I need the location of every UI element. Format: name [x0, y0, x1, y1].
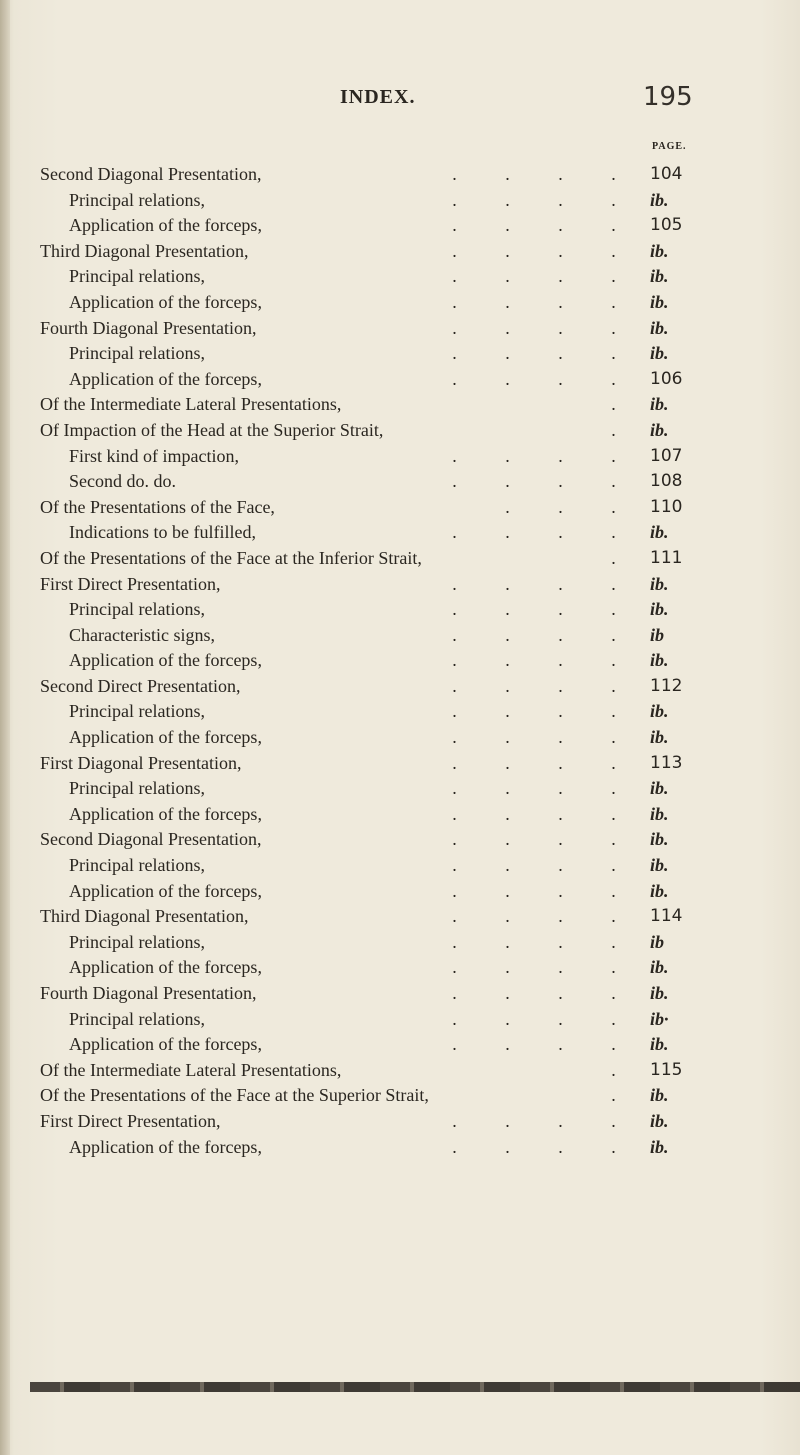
index-entry-page: ib. [650, 189, 669, 210]
leader-dots: . . . . [452, 650, 616, 671]
leader-dots: . . . . [452, 1110, 616, 1131]
index-entry-page: ib. [650, 599, 669, 620]
index-entry-text: Third Diagonal Presentation, [40, 240, 249, 261]
index-entry-page: 104 [650, 164, 683, 184]
index-entry-page: ib. [650, 1110, 669, 1131]
index-entry-page: ib. [650, 727, 669, 748]
leader-dots: . . . . [452, 471, 616, 492]
leader-dots: . . . [505, 496, 616, 517]
index-entry-page: ib. [650, 855, 669, 876]
index-entry-page: 108 [650, 471, 683, 492]
index-entry [0, 955, 800, 981]
index-entry-page: 112 [650, 675, 683, 696]
index-entry [0, 469, 800, 495]
index-entry-text: Principal relations, [69, 701, 205, 722]
leader-dots: . . . . [452, 266, 616, 287]
index-entry-text: Principal relations, [69, 931, 205, 952]
index-entry-page: ib. [650, 291, 669, 312]
index-entry-page: 114 [650, 906, 683, 927]
index-entry-text: Application of the forceps, [69, 957, 262, 978]
leader-dots: . . . . [452, 599, 616, 620]
index-entry [0, 623, 800, 649]
index-entry [0, 546, 800, 572]
index-entry [0, 1007, 800, 1033]
index-entry-text: Application of the forceps, [69, 727, 262, 748]
index-entry [0, 444, 800, 470]
index-entry [0, 213, 800, 239]
index-entry [0, 751, 800, 777]
leader-dots: . . . . [452, 752, 616, 773]
index-entry-text: Second Diagonal Presentation, [40, 829, 262, 850]
index-entry-page: ib. [650, 1085, 669, 1106]
index-entry-page: ib. [650, 343, 669, 364]
index-entry-page: 113 [650, 752, 683, 773]
index-entry-page: ib. [650, 701, 669, 722]
index-entry-text: Fourth Diagonal Presentation, [40, 983, 257, 1003]
index-entry-page: ib. [650, 983, 669, 1003]
index-entry-text: Second Diagonal Presentation, [40, 164, 262, 184]
index-entry-page: ib. [650, 266, 669, 287]
leader-dots: . . . . [452, 317, 616, 338]
leader-dots: . . . . [452, 675, 616, 696]
index-entry-text: Application of the forceps, [69, 1136, 262, 1157]
index-entry-text: Second Direct Presentation, [40, 675, 241, 696]
index-entry-page: ib. [650, 650, 669, 671]
index-entry-text: Principal relations, [69, 343, 205, 364]
index-entry [0, 674, 800, 700]
bottom-edge-rule [30, 1382, 800, 1392]
leader-dots: . [611, 547, 616, 568]
index-entry-page: ib. [650, 829, 669, 850]
leader-dots: . . . . [452, 1034, 616, 1055]
index-entry-page: 105 [650, 215, 683, 236]
index-entry-text: Of the Presentations of the Face, [40, 496, 275, 517]
index-entry-text: Application of the forceps, [69, 1034, 262, 1055]
index-entry-page: ib. [650, 880, 669, 901]
index-entry-text: Application of the forceps, [69, 650, 262, 671]
index-entry [0, 827, 800, 853]
index-entry [0, 802, 800, 828]
index-entry [0, 418, 800, 444]
index-entry-text: Application of the forceps, [69, 291, 262, 312]
index-entry-page: ib [650, 931, 665, 952]
index-entry [0, 316, 800, 342]
index-entry-text: Third Diagonal Presentation, [40, 906, 249, 927]
index-entry [0, 1083, 800, 1109]
index-entry-text: Of the Presentations of the Face at the Superior Strait, [40, 1085, 429, 1106]
leader-dots: . . . . [452, 906, 616, 927]
index-entry-page: ib. [650, 240, 669, 261]
index-entry-text: Principal relations, [69, 1008, 205, 1029]
leader-dots: . . . . [452, 1136, 616, 1157]
page-number: 195 [643, 82, 693, 112]
index-entry-text: Of the Intermediate Lateral Presentations, [40, 394, 342, 415]
leader-dots: . . . . [452, 803, 616, 824]
index-entry-page: ib. [650, 1136, 669, 1157]
index-entry-page: ib. [650, 394, 669, 415]
leader-dots: . . . . [452, 931, 616, 952]
index-entry [0, 188, 800, 214]
index-entry [0, 725, 800, 751]
index-entry-page: 106 [650, 368, 683, 389]
leader-dots: . . . . [452, 727, 616, 748]
leader-dots: . . . . [452, 368, 616, 389]
index-entry-text: Application of the forceps, [69, 215, 262, 236]
index-entry [0, 904, 800, 930]
index-entry [0, 776, 800, 802]
index-entry-text: Application of the forceps, [69, 880, 262, 901]
index-entry-text: Characteristic signs, [69, 624, 215, 645]
leader-dots: . . . . [452, 189, 616, 210]
index-entry [0, 392, 800, 418]
leader-dots: . . . . [452, 164, 616, 184]
index-entry [0, 367, 800, 393]
index-entry-text: Of the Intermediate Lateral Presentations, [40, 1059, 342, 1080]
index-entry-page: ib [650, 624, 665, 645]
index-entry [0, 290, 800, 316]
index-entry-page: 111 [650, 547, 683, 568]
leader-dots: . [611, 419, 616, 440]
index-entry [0, 1135, 800, 1161]
leader-dots: . . . . [452, 829, 616, 850]
leader-dots: . . . . [452, 778, 616, 799]
leader-dots: . . . . [452, 445, 616, 466]
index-entry-text: Of Impaction of the Head at the Superior Strait, [40, 419, 384, 440]
index-entry [0, 1109, 800, 1135]
index-entry [0, 572, 800, 598]
leader-dots: . . . . [452, 240, 616, 261]
index-entry-page: ib. [650, 1034, 669, 1055]
index-entry-page: 115 [650, 1059, 683, 1080]
page-column-heading: PAGE. [652, 141, 687, 152]
running-title: INDEX. [340, 86, 416, 108]
index-entry [0, 341, 800, 367]
index-entry [0, 495, 800, 521]
index-entry-page: ib. [650, 522, 669, 543]
index-entry-text: First Direct Presentation, [40, 1110, 221, 1131]
leader-dots: . . . . [452, 983, 616, 1003]
leader-dots: . . . . [452, 624, 616, 645]
index-entry [0, 1032, 800, 1058]
index-entry-text: First kind of impaction, [69, 445, 239, 466]
page-header [0, 82, 800, 116]
index-entry-text: Application of the forceps, [69, 368, 262, 389]
index-entry [0, 264, 800, 290]
leader-dots: . . . . [452, 215, 616, 236]
leader-dots: . [611, 394, 616, 415]
index-entry-text: First Direct Presentation, [40, 573, 221, 594]
leader-dots: . . . . [452, 1008, 616, 1029]
index-entry-page: ib. [650, 419, 669, 440]
index-entry-text: First Diagonal Presentation, [40, 752, 242, 773]
index-entry-text: Second do. do. [69, 471, 176, 492]
index-entry-text: Application of the forceps, [69, 803, 262, 824]
leader-dots: . . . . [452, 522, 616, 543]
leader-dots: . . . . [452, 573, 616, 594]
index-entry [0, 981, 800, 1007]
index-entry-text: Principal relations, [69, 266, 205, 287]
leader-dots: . . . . [452, 957, 616, 978]
index-entry-text: Fourth Diagonal Presentation, [40, 317, 257, 338]
index-entry-page: ib. [650, 778, 669, 799]
leader-dots: . [611, 1085, 616, 1106]
index-entry-page: ib· [650, 1008, 669, 1029]
index-entry-text: Principal relations, [69, 855, 205, 876]
index-entry [0, 1058, 800, 1084]
index-entry-page: ib. [650, 803, 669, 824]
index-entry-text: Principal relations, [69, 778, 205, 799]
index-entry-page: ib. [650, 573, 669, 594]
index-entry-page: ib. [650, 957, 669, 978]
index-entry [0, 520, 800, 546]
leader-dots: . . . . [452, 855, 616, 876]
index-entry [0, 597, 800, 623]
index-entry [0, 930, 800, 956]
leader-dots: . [611, 1059, 616, 1080]
index-entry [0, 879, 800, 905]
index-entry [0, 648, 800, 674]
leader-dots: . . . . [452, 701, 616, 722]
index-entry-text: Of the Presentations of the Face at the Inferior Strait, [40, 547, 422, 568]
index-entry-page: 107 [650, 445, 683, 466]
index-entry [0, 239, 800, 265]
leader-dots: . . . . [452, 343, 616, 364]
index-entry-list [0, 162, 800, 1160]
leader-dots: . . . . [452, 880, 616, 901]
index-entry-page: ib. [650, 317, 669, 338]
index-entry-page: 110 [650, 496, 683, 517]
leader-dots: . . . . [452, 291, 616, 312]
index-entry-text: Indications to be fulfilled, [69, 522, 256, 543]
index-entry [0, 699, 800, 725]
index-entry [0, 853, 800, 879]
index-entry [0, 162, 800, 188]
index-entry-text: Principal relations, [69, 189, 205, 210]
index-entry-text: Principal relations, [69, 599, 205, 620]
